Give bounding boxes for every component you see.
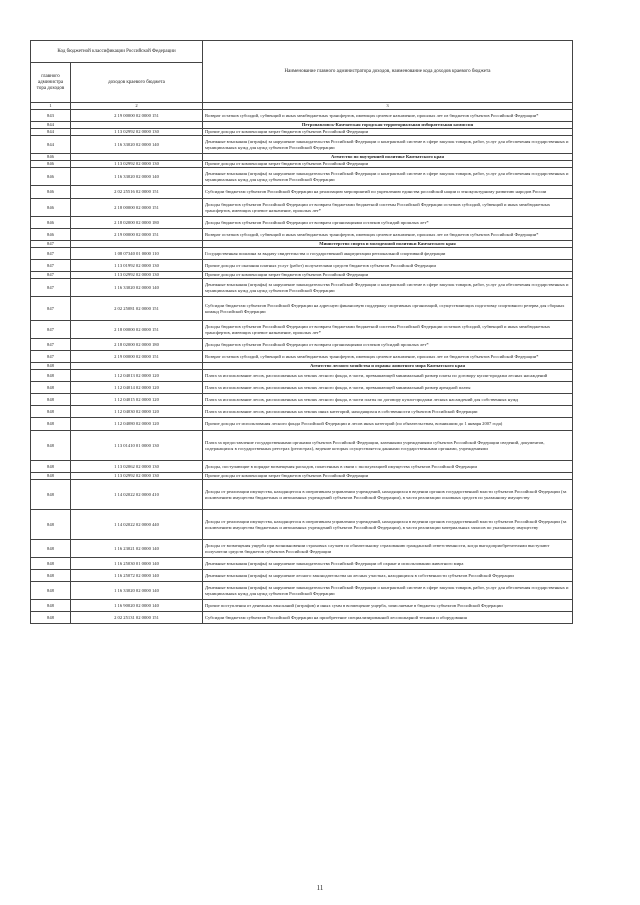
- revenue-code-cell: [71, 154, 203, 161]
- header-name-column-label: Наименование главного администратора доходов, наименование кода доходов краевого бюджета: [203, 41, 573, 103]
- admin-code-cell: 848: [31, 431, 71, 461]
- revenue-code-cell: 1 16 33020 02 0000 140: [71, 279, 203, 297]
- admin-code-cell: 847: [31, 272, 71, 279]
- revenue-name-cell: Субсидии бюджетам субъектов Российской Федерации на реализацию мероприятий по укреплению единства российской нации и этнокультурному развитию народов России: [203, 186, 573, 199]
- admin-code-cell: 844: [31, 129, 71, 136]
- revenue-name-cell: Доходы от реализации имущества, находящегося в оперативном управлении учреждений, находящихся в ведении органов государственной власти субъектов Российской Федерации (за исключением имущества бюджетных и автономных учреждений субъектов Российской Федерации), в части реализации основных средств по указанному имуществу: [203, 480, 573, 510]
- revenue-code-cell: 1 12 04013 02 0000 120: [71, 370, 203, 382]
- admin-code-cell: 847: [31, 321, 71, 339]
- revenue-code-cell: 1 13 02992 02 0000 130: [71, 129, 203, 136]
- admin-code-cell: 848: [31, 394, 71, 406]
- table-column-numbers-row: [31, 103, 573, 110]
- table-row: [31, 199, 573, 217]
- revenue-code-cell: [71, 363, 203, 370]
- admin-code-cell: 846: [31, 161, 71, 168]
- header-budget-classification-label: Код бюджетной классификации Российской Федерации: [31, 41, 203, 63]
- table-row: [31, 351, 573, 363]
- revenue-code-cell: 1 16 25030 01 0000 140: [71, 558, 203, 570]
- column-number-2: 2: [71, 103, 203, 110]
- header-admin-column-label: главного администра тора доходов: [31, 63, 71, 103]
- revenue-code-cell: [71, 122, 203, 129]
- revenue-code-cell: 2 18 02000 02 0000 180: [71, 339, 203, 351]
- revenue-name-cell: Прочие доходы от использования лесного фонда Российской Федерации и лесов иных категорий (по обязательствам, возникшим до 1 января 2007 года): [203, 418, 573, 431]
- table-row: [31, 129, 573, 136]
- admin-code-cell: 847: [31, 241, 71, 248]
- table-row: [31, 510, 573, 540]
- revenue-code-cell: 1 14 02022 02 0000 410: [71, 480, 203, 510]
- revenue-name-cell: Плата за использование лесов, расположенных на землях лесного фонда, в части, превышающей минимальный размер арендной платы: [203, 382, 573, 394]
- revenue-code-cell: 2 19 00000 02 0000 151: [71, 110, 203, 122]
- admin-code-cell: 847: [31, 279, 71, 297]
- revenue-name-cell: Петропавловск-Камчатская городская территориальная избирательная комиссия: [203, 122, 573, 129]
- admin-code-cell: 847: [31, 297, 71, 321]
- revenue-code-cell: 1 16 25072 02 0000 140: [71, 570, 203, 582]
- revenue-code-cell: 1 08 07340 01 0000 110: [71, 248, 203, 260]
- admin-code-cell: 848: [31, 510, 71, 540]
- revenue-code-cell: 1 16 90020 02 0000 140: [71, 600, 203, 612]
- table-row: [31, 260, 573, 272]
- revenue-name-cell: Доходы бюджетов субъектов Российской Федерации от возврата бюджетами бюджетной системы Российской Федерации остатков субсидий, субвенций и иных межбюджетных трансфертов, имеющих целевое назначение, прошлых лет*: [203, 199, 573, 217]
- revenue-code-cell: 2 18 00000 02 0000 151: [71, 199, 203, 217]
- revenue-code-cell: 2 18 02000 02 0000 180: [71, 217, 203, 229]
- table-row: [31, 382, 573, 394]
- revenue-code-cell: 2 02 25131 02 0000 151: [71, 612, 203, 624]
- revenue-code-cell: 1 12 04014 02 0000 120: [71, 382, 203, 394]
- revenue-code-cell: 1 12 04015 02 0000 120: [71, 394, 203, 406]
- admin-code-cell: 847: [31, 248, 71, 260]
- admin-code-cell: 848: [31, 418, 71, 431]
- section-header-row: [31, 154, 573, 161]
- table-row: [31, 272, 573, 279]
- revenue-name-cell: Субсидии бюджетам субъектов Российской Федерации на приобретение специализированной лесопожарной техники и оборудования: [203, 612, 573, 624]
- page-number: 11: [316, 884, 324, 892]
- revenue-code-cell: 1 12 04080 02 0000 120: [71, 418, 203, 431]
- revenue-code-cell: 1 16 33020 02 0000 140: [71, 582, 203, 600]
- revenue-name-cell: Государственная пошлина за выдачу свидетельства о государственной аккредитации региональной спортивной федерации: [203, 248, 573, 260]
- header-code-column-label: доходов краевого бюджета: [71, 63, 203, 103]
- revenue-name-cell: Доходы от возмещения ущерба при возникновении страховых случаев по обязательному страхованию гражданской ответственности, когда выгодоприобретателями выступают получатели средств бюджетов субъектов Российской Федерации: [203, 540, 573, 558]
- revenue-code-cell: 1 12 04030 02 0000 120: [71, 406, 203, 418]
- admin-code-cell: 843: [31, 110, 71, 122]
- revenue-name-cell: Плата за предоставление государственными органами субъектов Российской Федерации, казенными учреждениями субъектов Российской Федерации сведений, документов, содержащихся в государственных реестрах (регистрах), ведение которых осуществляется данными государственными органами, учреждениями: [203, 431, 573, 461]
- revenue-name-cell: Денежные взыскания (штрафы) за нарушение законодательства Российской Федерации о контрактной системе в сфере закупок товаров, работ, услуг для обеспечения государственных и муниципальных нужд для нужд субъектов Российской Федерации: [203, 168, 573, 186]
- table-row: [31, 461, 573, 473]
- table-row: [31, 297, 573, 321]
- revenue-name-cell: Агентство по внутренней политике Камчатского края: [203, 154, 573, 161]
- admin-code-cell: 848: [31, 370, 71, 382]
- admin-code-cell: 848: [31, 540, 71, 558]
- admin-code-cell: 848: [31, 473, 71, 480]
- revenue-code-cell: 1 16 33020 02 0000 140: [71, 136, 203, 154]
- table-row: [31, 339, 573, 351]
- admin-code-cell: 846: [31, 186, 71, 199]
- admin-code-cell: 846: [31, 217, 71, 229]
- revenue-code-cell: 1 13 02992 02 0000 130: [71, 161, 203, 168]
- table-row: [31, 480, 573, 510]
- table-row: [31, 161, 573, 168]
- table-row: [31, 570, 573, 582]
- admin-code-cell: 846: [31, 199, 71, 217]
- revenue-name-cell: Прочие доходы от компенсации затрат бюджетов субъектов Российской Федерации: [203, 129, 573, 136]
- revenue-name-cell: Плата за использование лесов, расположенных на землях лесного фонда, в части, превышающей минимальный размер платы по договору купли-продажи лесных насаждений: [203, 370, 573, 382]
- admin-code-cell: 848: [31, 582, 71, 600]
- table-row: [31, 168, 573, 186]
- revenue-code-cell: 2 19 00000 02 0000 151: [71, 229, 203, 241]
- revenue-code-cell: 1 13 01410 01 0000 130: [71, 431, 203, 461]
- revenue-code-cell: 1 13 01992 02 0000 130: [71, 260, 203, 272]
- revenue-name-cell: Денежные взыскания (штрафы) за нарушение законодательства Российской Федерации о контрактной системе в сфере закупок товаров, работ, услуг для обеспечения государственных и муниципальных нужд для нужд субъектов Российской Федерации: [203, 582, 573, 600]
- revenue-name-cell: Доходы бюджетов субъектов Российской Федерации от возврата организациями остатков субсидий прошлых лет*: [203, 217, 573, 229]
- table-row: [31, 431, 573, 461]
- admin-code-cell: 846: [31, 154, 71, 161]
- revenue-code-cell: 1 13 02062 02 0000 130: [71, 461, 203, 473]
- table-row: [31, 321, 573, 339]
- revenue-name-cell: Возврат остатков субсидий, субвенций и иных межбюджетных трансфертов, имеющих целевое назначение, прошлых лет из бюджетов субъектов Российской Федерации*: [203, 229, 573, 241]
- admin-code-cell: 848: [31, 480, 71, 510]
- revenue-name-cell: Прочие доходы от оказания платных услуг (работ) получателями средств бюджетов субъектов Российской Федерации: [203, 260, 573, 272]
- revenue-name-cell: Агентство лесного хозяйства и охраны животного мира Камчатского края: [203, 363, 573, 370]
- revenue-code-cell: 1 16 23021 02 0000 140: [71, 540, 203, 558]
- admin-code-cell: 848: [31, 461, 71, 473]
- revenue-name-cell: Возврат остатков субсидий, субвенций и иных межбюджетных трансфертов, имеющих целевое назначение, прошлых лет из бюджетов субъектов Российской Федерации*: [203, 110, 573, 122]
- table-row: [31, 540, 573, 558]
- table-row: [31, 406, 573, 418]
- admin-code-cell: 848: [31, 558, 71, 570]
- admin-code-cell: 847: [31, 260, 71, 272]
- table-row: [31, 229, 573, 241]
- admin-code-cell: 847: [31, 339, 71, 351]
- section-header-row: [31, 122, 573, 129]
- revenue-name-cell: Доходы бюджетов субъектов Российской Федерации от возврата организациями остатков субсидий прошлых лет*: [203, 339, 573, 351]
- table-row: [31, 394, 573, 406]
- table-row: [31, 217, 573, 229]
- revenue-name-cell: Прочие доходы от компенсации затрат бюджетов субъектов Российской Федерации: [203, 272, 573, 279]
- admin-code-cell: 848: [31, 612, 71, 624]
- revenue-code-cell: 1 14 02022 02 0000 440: [71, 510, 203, 540]
- table-row: [31, 582, 573, 600]
- section-header-row: [31, 363, 573, 370]
- table-row: [31, 558, 573, 570]
- table-header-group-row: [31, 41, 573, 63]
- table-row: [31, 612, 573, 624]
- revenue-name-cell: Возврат остатков субсидий, субвенций и иных межбюджетных трансфертов, имеющих целевое назначение, прошлых лет из бюджетов субъектов Российской Федерации*: [203, 351, 573, 363]
- table-body: [31, 41, 573, 624]
- table-row: [31, 186, 573, 199]
- admin-code-cell: 848: [31, 382, 71, 394]
- revenue-name-cell: Министерство спорта и молодежной политики Камчатского края: [203, 241, 573, 248]
- section-header-row: [31, 241, 573, 248]
- table-row: [31, 473, 573, 480]
- column-number-3: 3: [203, 103, 573, 110]
- admin-code-cell: 847: [31, 351, 71, 363]
- admin-code-cell: 848: [31, 363, 71, 370]
- revenue-name-cell: Прочие доходы от компенсации затрат бюджетов субъектов Российской Федерации: [203, 161, 573, 168]
- revenue-name-cell: Денежные взыскания (штрафы) за нарушение лесного законодательства на лесных участках, находящихся в собственности субъектов Российской Федерации: [203, 570, 573, 582]
- revenue-name-cell: Доходы, поступающие в порядке возмещения расходов, понесенных в связи с эксплуатацией имущества субъектов Российской Федерации: [203, 461, 573, 473]
- revenue-name-cell: Денежные взыскания (штрафы) за нарушение законодательства Российской Федерации об охране и использовании животного мира: [203, 558, 573, 570]
- admin-code-cell: 848: [31, 600, 71, 612]
- revenue-code-cell: [71, 241, 203, 248]
- table-row: [31, 279, 573, 297]
- revenue-code-cell: 1 16 33020 02 0000 140: [71, 168, 203, 186]
- revenue-name-cell: Прочие поступления от денежных взысканий (штрафов) и иных сумм в возмещение ущерба, зачисляемые в бюджеты субъектов Российской Федерации: [203, 600, 573, 612]
- revenue-name-cell: Денежные взыскания (штрафы) за нарушение законодательства Российской Федерации о контрактной системе в сфере закупок товаров, работ, услуг для обеспечения государственных и муниципальных нужд для нужд субъектов Российской Федерации: [203, 279, 573, 297]
- admin-code-cell: 848: [31, 406, 71, 418]
- admin-code-cell: 844: [31, 136, 71, 154]
- revenue-name-cell: Доходы от реализации имущества, находящегося в оперативном управлении учреждений, находящихся в ведении органов государственной власти субъектов Российской Федерации (за исключением имущества бюджетных и автономных учреждений субъектов Российской Федерации), в части реализации материальных запасов по указанному имуществу: [203, 510, 573, 540]
- table-row: [31, 110, 573, 122]
- revenue-name-cell: Прочие доходы от компенсации затрат бюджетов субъектов Российской Федерации: [203, 473, 573, 480]
- revenue-code-cell: 1 13 02992 02 0000 130: [71, 272, 203, 279]
- revenue-name-cell: Плата за использование лесов, расположенных на землях лесного фонда, в части платы по договору купли-продажи лесных насаждений для собственных нужд: [203, 394, 573, 406]
- admin-code-cell: 846: [31, 229, 71, 241]
- revenue-table-sheet: [30, 40, 572, 624]
- table-row: [31, 370, 573, 382]
- revenue-name-cell: Доходы бюджетов субъектов Российской Федерации от возврата бюджетами бюджетной системы Российской Федерации остатков субсидий, субвенций и иных межбюджетных трансфертов, имеющих целевое назначение, прошлых лет*: [203, 321, 573, 339]
- column-number-1: 1: [31, 103, 71, 110]
- table-row: [31, 418, 573, 431]
- table-row: [31, 136, 573, 154]
- revenue-classification-table: [30, 40, 573, 624]
- table-row: [31, 600, 573, 612]
- admin-code-cell: 848: [31, 570, 71, 582]
- revenue-name-cell: Субсидии бюджетам субъектов Российской Федерации на адресную финансовую поддержку спортивных организаций, осуществляющих подготовку спортивного резерва для сборных команд Российской Федерации: [203, 297, 573, 321]
- revenue-name-cell: Плата за использование лесов, расположенных на землях иных категорий, находящихся в собственности субъектов Российской Федерации: [203, 406, 573, 418]
- admin-code-cell: 844: [31, 122, 71, 129]
- revenue-code-cell: 1 13 02992 02 0000 130: [71, 473, 203, 480]
- revenue-code-cell: 2 02 25516 02 0000 151: [71, 186, 203, 199]
- table-row: [31, 248, 573, 260]
- admin-code-cell: 846: [31, 168, 71, 186]
- revenue-name-cell: Денежные взыскания (штрафы) за нарушение законодательства Российской Федерации о контрактной системе в сфере закупок товаров, работ, услуг для обеспечения государственных и муниципальных нужд для нужд субъектов Российской Федерации: [203, 136, 573, 154]
- revenue-code-cell: 2 19 00000 02 0000 151: [71, 351, 203, 363]
- revenue-code-cell: 2 02 25081 02 0000 151: [71, 297, 203, 321]
- revenue-code-cell: 2 18 00000 02 0000 151: [71, 321, 203, 339]
